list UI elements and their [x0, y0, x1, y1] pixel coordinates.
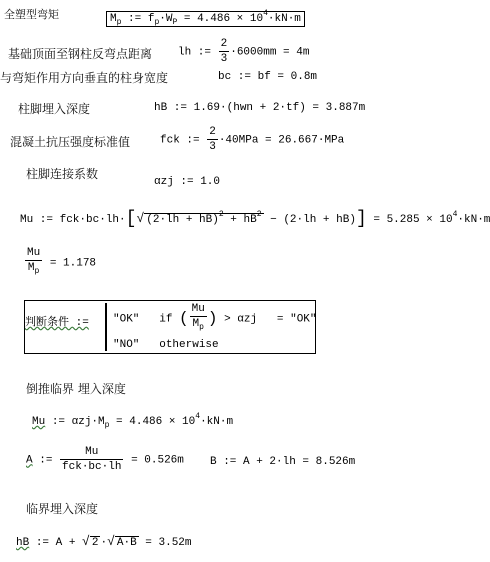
lh-expression[interactable] — [178, 38, 309, 65]
bc-label: 与弯矩作用方向垂直的柱身宽度 — [0, 71, 169, 85]
mu2-expr: := αzj·M — [51, 416, 105, 428]
judge-den-symbol: M — [192, 318, 200, 330]
ratio-num: Mu — [27, 247, 41, 259]
judge-den-sub: p — [199, 323, 204, 332]
mu2-result: = 4.486 × 10 — [116, 416, 196, 428]
hb-expression[interactable]: hB := 1.69·(hwn + 2·tf) = 3.887m — [154, 102, 366, 114]
ok-string: "OK" — [113, 313, 140, 326]
left-bracket: [ — [125, 209, 137, 229]
mu2-unit: ·kN·m — [200, 416, 234, 428]
hb-label: 柱脚埋入深度 — [18, 102, 91, 116]
section2-label: 倒推临界 埋入深度 — [26, 382, 126, 396]
mu-result: = 5.285 × 10 — [373, 213, 453, 226]
judge-num: Mu — [191, 303, 205, 315]
fck-label: 混凝土抗压强度标准值 — [10, 135, 131, 149]
mp-symbol: M — [110, 13, 117, 25]
right-bracket: ] — [355, 209, 367, 229]
mp-rhs: := f — [128, 13, 155, 25]
sqrt-two: 2 — [91, 537, 99, 549]
mu-inner: (2·lh + hB) — [146, 213, 219, 226]
judge-result: = "OK" — [276, 313, 317, 326]
ratio-den-symbol: M — [27, 262, 35, 274]
a-expression[interactable] — [26, 446, 184, 473]
mu-minus: − (2·lh + hB) — [270, 213, 356, 226]
sqrt-ab: A·B — [116, 537, 137, 549]
section3-label: 临界埋入深度 — [26, 502, 99, 516]
mp-definition[interactable] — [106, 9, 305, 27]
page-title: 全塑型弯矩 — [4, 8, 59, 21]
wp-sub: P — [172, 18, 178, 27]
sqrt-icon: √ — [136, 210, 145, 226]
mu-plus-hb: + hB — [230, 213, 257, 226]
judge-compare: > αzj — [224, 313, 258, 326]
judge-otherwise-row — [113, 339, 219, 351]
lh-label: 基础顶面至钢柱反弯点距离 — [8, 47, 153, 61]
mu-result-exp: 4 — [452, 209, 458, 219]
azj-expression[interactable]: αzj := 1.0 — [154, 176, 221, 188]
ratio-expression[interactable] — [24, 247, 96, 278]
a-result: = 0.526m — [131, 454, 184, 467]
hb2-expression[interactable]: hB := A + √ 2 ·√ A·B = 3.52m — [16, 534, 192, 549]
a-assign: := — [39, 454, 53, 467]
mu-inner-exp: 2 — [218, 209, 224, 219]
bc-expression[interactable]: bc := bf = 0.8m — [218, 71, 318, 83]
a-fraction — [60, 446, 123, 473]
a-lhs: A — [26, 454, 33, 467]
paren-close: ) — [207, 309, 218, 328]
azj-label: 柱脚连接系数 — [26, 167, 99, 181]
fck-rhs: ·40MPa = 26.667·MPa — [218, 134, 345, 147]
mp-unit: ·kN·m — [267, 13, 301, 25]
fck-fraction — [207, 126, 218, 153]
fck-lhs: fck := — [160, 134, 200, 147]
lh-rhs: ·6000mm = 4m — [230, 46, 310, 59]
judge-box[interactable] — [24, 300, 316, 354]
judge-divider — [105, 303, 107, 351]
wp-symbol: ·W — [159, 13, 173, 25]
otherwise-keyword: otherwise — [159, 339, 219, 351]
fck-expression[interactable] — [160, 126, 344, 153]
sqrt-icon: √ — [82, 534, 90, 549]
ratio-den — [25, 261, 42, 278]
a-num: Mu — [60, 446, 123, 460]
ratio-den-sub: p — [34, 267, 40, 276]
mu-lhs: Mu := fck·bc·lh· — [20, 213, 126, 226]
lh-lhs: lh := — [178, 46, 212, 59]
fck-num: 2 — [209, 126, 216, 138]
hb2-result: = 3.52m — [145, 537, 192, 549]
mu-result-unit: ·kN·m — [457, 213, 490, 226]
lh-num: 2 — [220, 38, 228, 50]
hb2-expr: := A + — [35, 537, 76, 549]
mp-exp: 4 — [263, 9, 268, 18]
mu-hb-exp: 2 — [256, 209, 262, 219]
mu2-sub: p — [104, 421, 110, 430]
judge-label — [25, 313, 89, 329]
judge-fraction — [190, 303, 207, 334]
hb2-lhs: hB — [16, 537, 30, 549]
no-string: "NO" — [113, 339, 140, 351]
mu2-lhs: Mu — [32, 416, 46, 428]
mu-radicand — [144, 209, 263, 226]
judge-label-text: 判断条件 := — [25, 317, 89, 329]
fck-den: 3 — [209, 141, 216, 153]
b-expression[interactable]: B := A + 2·lh = 8.526m — [210, 456, 356, 468]
fp-sub: p — [154, 18, 160, 27]
paren-open: ( — [179, 309, 189, 328]
mp-sub: p — [116, 18, 122, 27]
judge-den — [190, 317, 207, 334]
a-den: fck·bc·lh — [62, 461, 122, 473]
mu-expression[interactable] — [20, 209, 490, 229]
ratio-fraction — [25, 247, 42, 278]
mu2-expression[interactable] — [32, 412, 233, 430]
sqrt-icon: √ — [107, 534, 115, 549]
if-keyword: if — [159, 313, 173, 326]
judge-if-row — [113, 303, 317, 334]
lh-den: 3 — [220, 53, 228, 65]
ratio-result: = 1.178 — [49, 257, 97, 270]
mp-result: = 4.486 × 10 — [183, 13, 264, 25]
mu2-exp: 4 — [195, 412, 201, 421]
lh-fraction — [219, 38, 230, 65]
